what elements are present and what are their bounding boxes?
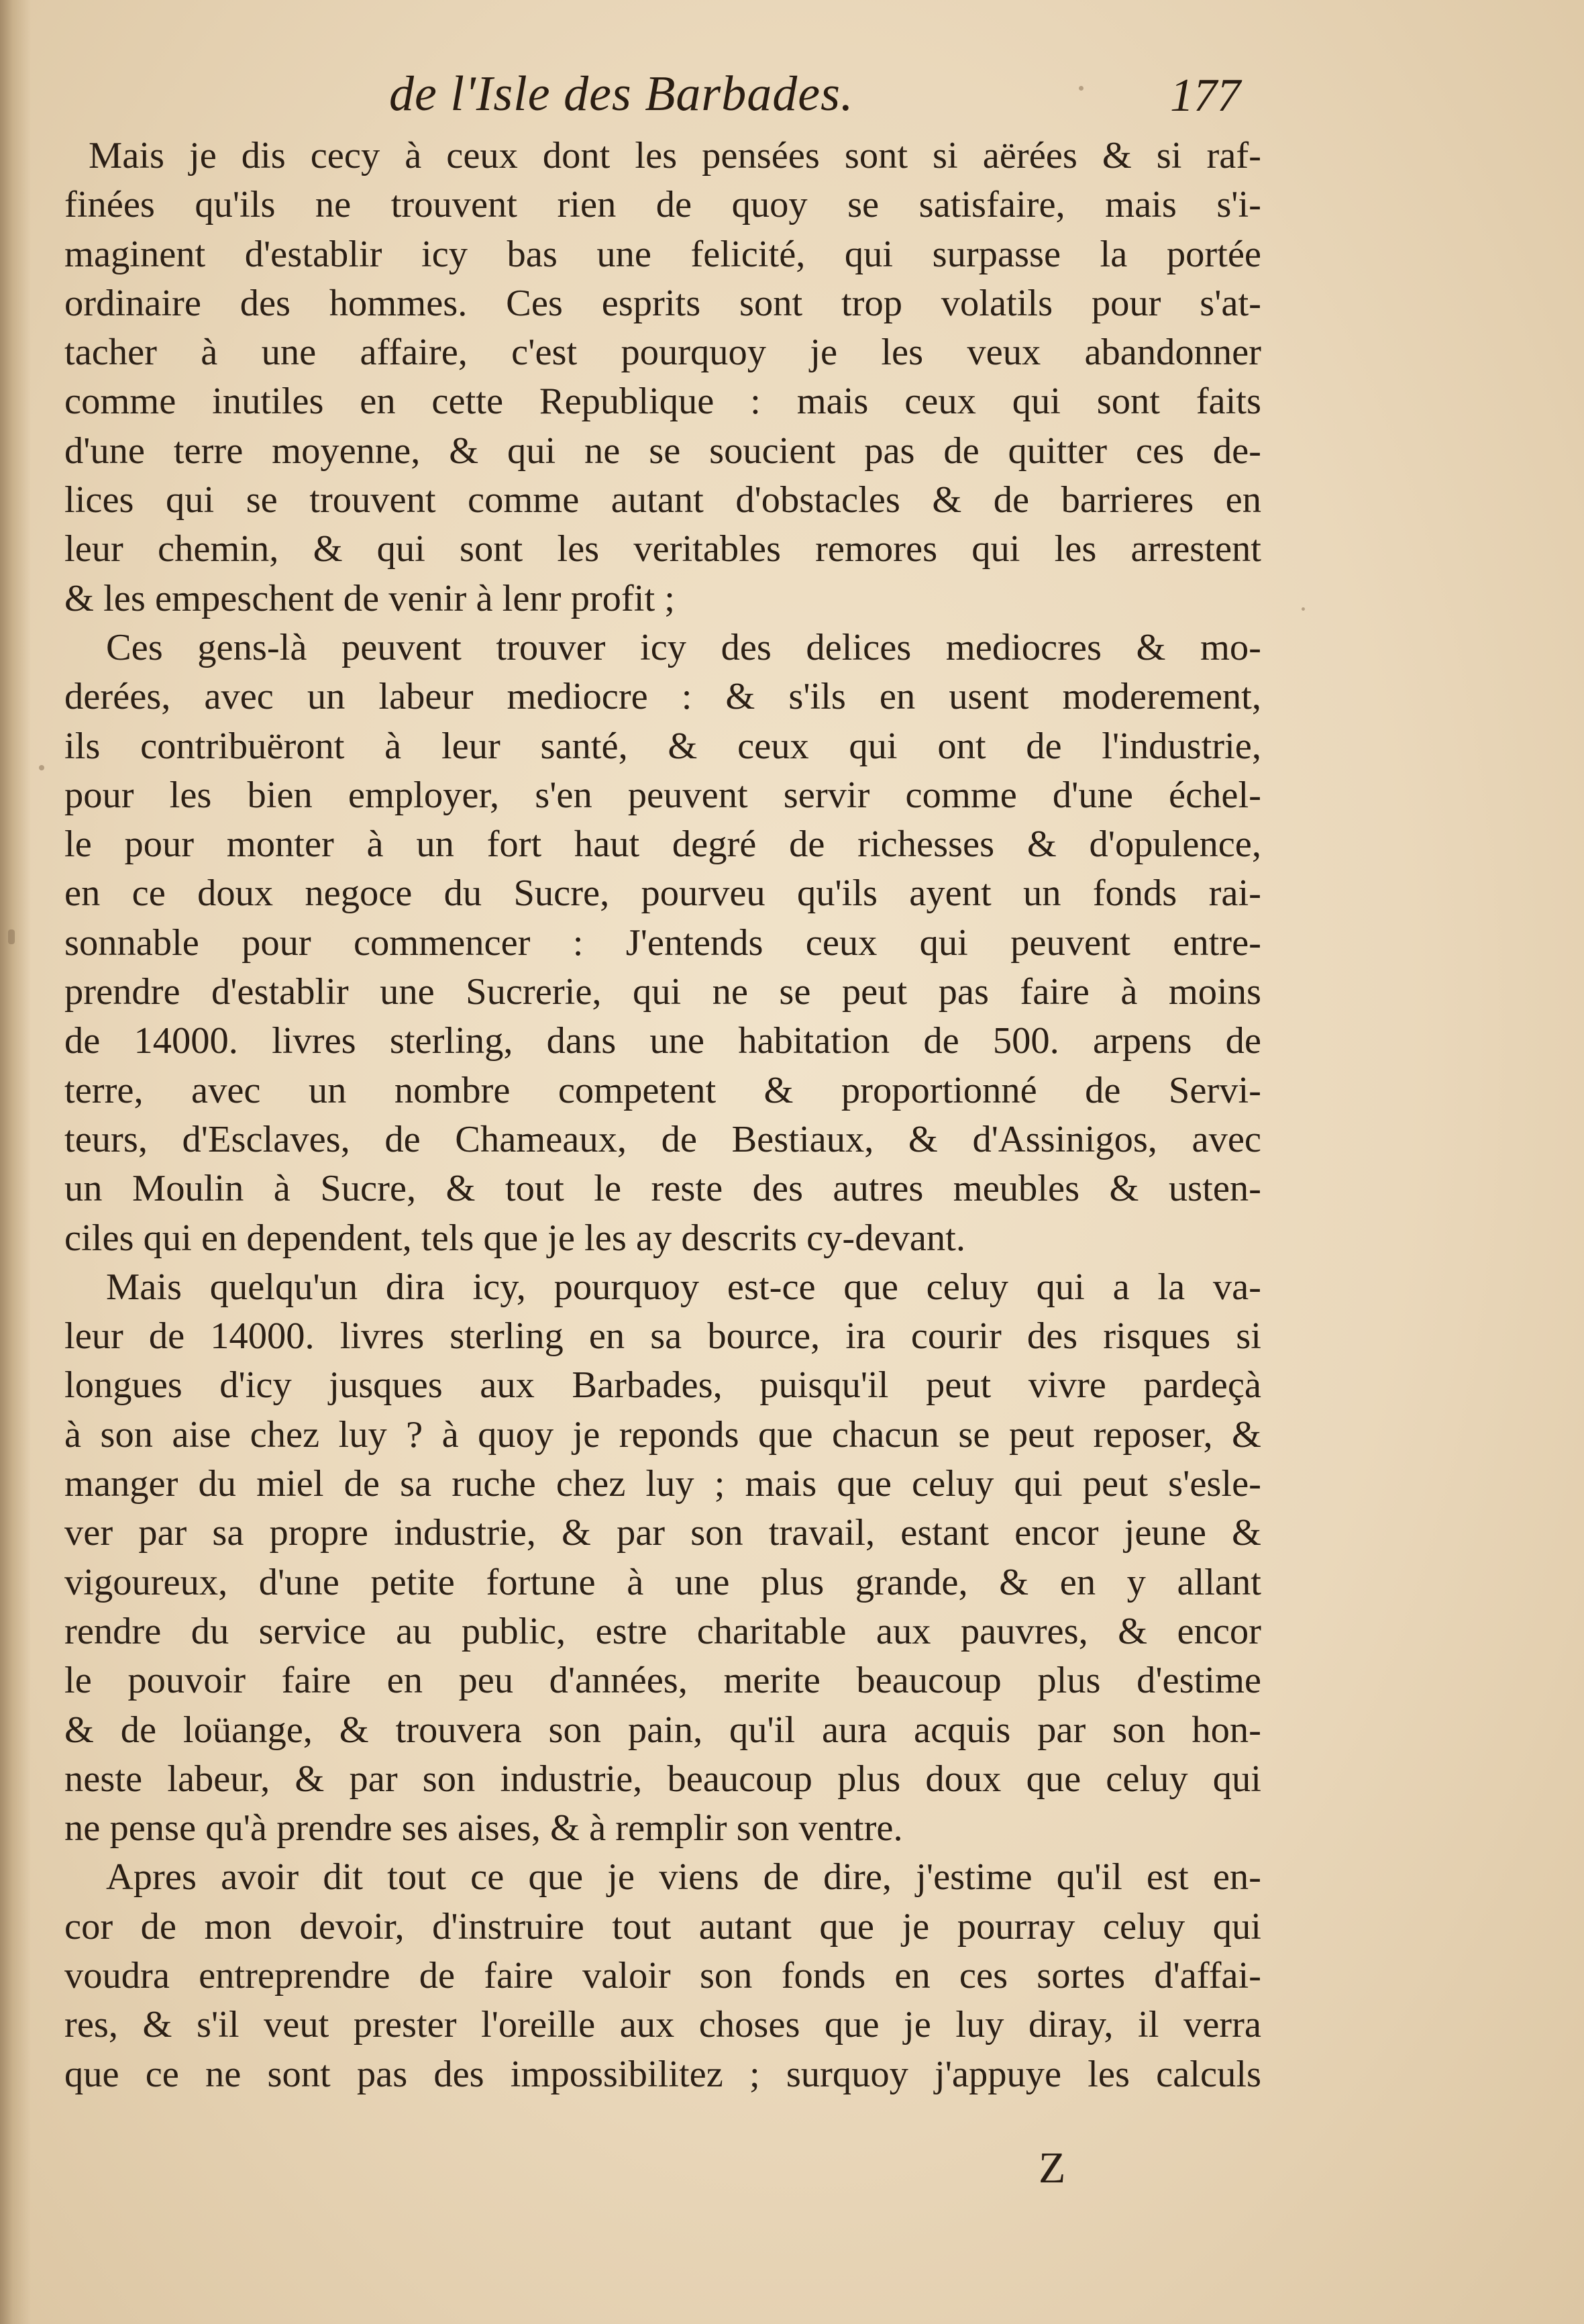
text-line: ne pense qu'à prendre ses aises, & à remplir son ventre. (64, 1807, 903, 1850)
text-line: ver par sa propre industrie, & par son travail, estant encor jeune & (64, 1512, 1261, 1554)
text-line: leur chemin, & qui sont les veritables remores qui les arrestent (64, 528, 1261, 570)
text-line: terre, avec un nombre competent & proportionné de Servi- (64, 1069, 1261, 1111)
text-line: Mais quelqu'un dira icy, pourquoy est-ce que celuy qui a la va- (106, 1266, 1261, 1308)
text-line: le pouvoir faire en peu d'années, merite beaucoup plus d'estime (64, 1660, 1261, 1702)
text-line: pour les bien employer, s'en peuvent servir comme d'une échel- (64, 774, 1261, 816)
text-line: voudra entreprendre de faire valoir son fonds en ces sortes d'affai- (64, 1954, 1261, 1997)
text-line: rendre du service au public, estre charitable aux pauvres, & encor (64, 1610, 1261, 1652)
body-text (64, 132, 1261, 2099)
text-line: ordinaire des hommes. Ces esprits sont trop volatils pour s'at- (64, 282, 1261, 324)
text-line: finées qu'ils ne trouvent rien de quoy se satisfaire, mais s'i- (64, 184, 1261, 226)
text-line: leur de 14000. livres sterling en sa bource, ira courir des risques si (64, 1315, 1261, 1358)
text-line: teurs, d'Esclaves, de Chameaux, de Bestiaux, & d'Assinigos, avec (64, 1118, 1261, 1160)
text-line: & les empeschent de venir à lenr profit ; (64, 577, 675, 619)
text-line: ciles qui en dependent, tels que je les ay descrits cy-devant. (64, 1217, 965, 1259)
paper-speck (1079, 86, 1084, 91)
text-line: Mais je dis cecy à ceux dont les pensées sont si aërées & si raf- (89, 135, 1261, 176)
text-line: que ce ne sont pas des impossibilitez ; surquoy j'appuye les calculs (64, 2053, 1261, 2095)
text-line: tacher à une affaire, c'est pourquoy je les veux abandonner (64, 332, 1261, 374)
text-line: & de loüange, & trouvera son pain, qu'il aura acquis par son hon- (64, 1709, 1261, 1751)
text-line: derées, avec un labeur mediocre : & s'ils en usent moderement, (64, 676, 1261, 718)
signature-mark: Z (1039, 2143, 1066, 2192)
text-line: lices qui se trouvent comme autant d'obstacles & de barrieres en (64, 479, 1261, 521)
text-line: comme inutiles en cette Republique : mais ceux qui sont faits (64, 381, 1261, 423)
page-gutter-edge (0, 0, 31, 2324)
text-line: manger du miel de sa ruche chez luy ; mais que celuy qui peut s'esle- (64, 1463, 1261, 1505)
text-line: un Moulin à Sucre, & tout le reste des autres meubles & usten- (64, 1168, 1261, 1210)
text-line: prendre d'establir une Sucrerie, qui ne se peut pas faire à moins (64, 971, 1261, 1013)
text-line: en ce doux negoce du Sucre, pourveu qu'ils ayent un fonds rai- (64, 872, 1261, 915)
page-number: 177 (1170, 70, 1240, 121)
text-line: Apres avoir dit tout ce que je viens de dire, j'estime qu'il est en- (106, 1856, 1261, 1899)
text-line: neste labeur, & par son industrie, beaucoup plus doux que celuy qui (64, 1758, 1261, 1800)
text-line: sonnable pour commencer : J'entends ceux qui peuvent entre- (64, 921, 1261, 964)
text-line: d'une terre moyenne, & qui ne se soucient pas de quitter ces de- (64, 430, 1261, 472)
text-line: ils contribuëront à leur santé, & ceux qui ont de l'industrie, (64, 725, 1261, 767)
text-line: à son aise chez luy ? à quoy je reponds que chacun se peut reposer, & (64, 1413, 1261, 1456)
running-title: de l'Isle des Barbades. (389, 66, 854, 121)
text-line: cor de mon devoir, d'instruire tout autant que je pourray celuy qui (64, 1905, 1261, 1948)
paper-speck (8, 929, 15, 944)
text-line: le pour monter à un fort haut degré de richesses & d'opulence, (64, 823, 1261, 866)
text-line: longues d'icy jusques aux Barbades, puisqu'il peut vivre pardeçà (64, 1364, 1261, 1407)
text-line: Ces gens-là peuvent trouver icy des delices mediocres & mo- (106, 626, 1261, 668)
paper-speck (1302, 607, 1305, 611)
text-line: maginent d'establir icy bas une felicité, qui surpasse la portée (64, 233, 1261, 275)
text-line: res, & s'il veut prester l'oreille aux choses que je luy diray, il verra (64, 2004, 1261, 2046)
text-line: de 14000. livres sterling, dans une habitation de 500. arpens de (64, 1020, 1261, 1062)
paper-speck (39, 765, 44, 770)
text-line: vigoureux, d'une petite fortune à une plus grande, & en y allant (64, 1561, 1261, 1603)
